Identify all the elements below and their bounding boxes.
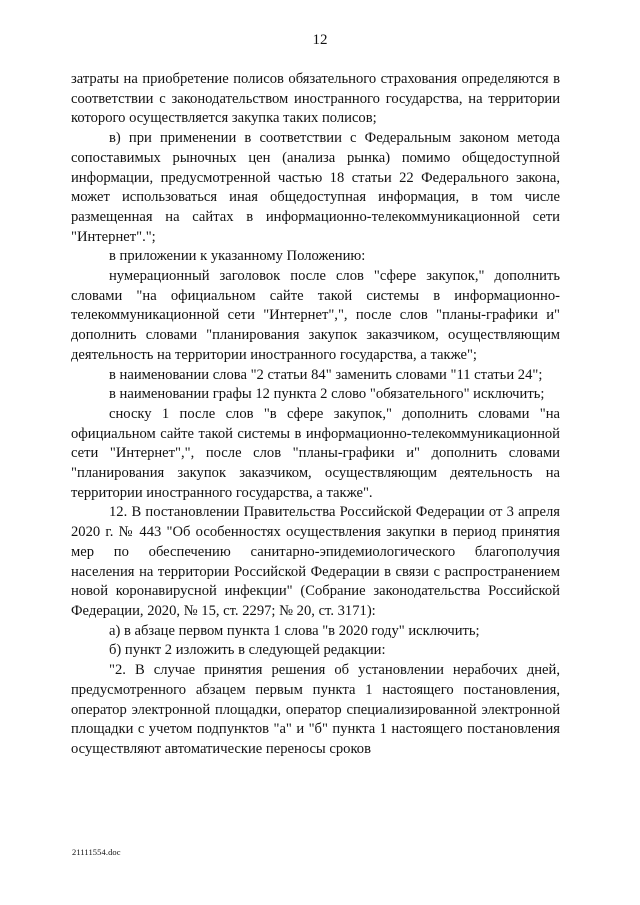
paragraph: нумерационный заголовок после слов "сфере закупок," дополнить словами "на официальном сайте такой системы в информационно-телекоммуникационной сети "Интернет",", после слов "планы-графики и" дополнить словами "планирования закупок заказчиком, осуществляющим деятельность на территории иностранного государства, а также"; [71,268,560,363]
document-body [71,70,560,760]
paragraph: в) при применении в соответствии с Федеральным законом метода сопоставимых рыночных цен (анализа рынка) помимо общедоступной информации, предусмотренной частью 18 статьи 22 Федерального закона, может использоваться иная общедоступная информация, в том числе размещенная на сайтах в информационно-телекоммуникационной сети "Интернет"."; [71,130,560,245]
paragraph: б) пункт 2 изложить в следующей редакции: [109,642,386,659]
paragraph: в наименовании графы 12 пункта 2 слово "обязательного" исключить; [109,386,545,403]
paragraph: затраты на приобретение полисов обязательного страхования определяются в соответствии с законодательством иностранного государства, на территории которого осуществляется закупка таких полисов; [71,71,560,127]
paragraph: "2. В случае принятия решения об установлении нерабочих дней, предусмотренного абзацем первым пункта 1 настоящего постановления, оператор электронной площадки, оператор специализированной электронной площадки с учетом подпунктов "а" и "б" пункта 1 настоящего постановления осуществляют автоматические переносы сроков [71,662,560,757]
paragraph: 12. В постановлении Правительства Российской Федерации от 3 апреля 2020 г. № 443 "Об особенностях осуществления закупки в период принятия мер по обеспечению санитарно-эпидемиологического благополучия населения на территории Российской Федерации в связи с распространением новой коронавирусной инфекции" (Собрание законодательства Российской Федерации, 2020, № 15, ст. 2297; № 20, ст. 3171): [71,504,560,619]
page-number: 12 [312,32,328,48]
paragraph: в наименовании слова "2 статьи 84" заменить словами "11 статьи 24"; [109,366,543,383]
paragraph: а) в абзаце первом пункта 1 слова "в 2020 году" исключить; [109,622,480,639]
paragraph: в приложении к указанному Положению: [109,248,366,265]
footer-file-code: 21111554.doc [72,847,121,857]
paragraph: сноску 1 после слов "в сфере закупок," дополнить словами "на официальном сайте такой системы в информационно-телекоммуникационной сети "Интернет",", после слов "планы-графики и" дополнить словами "планирования закупок заказчиком, осуществляющим деятельность на территории иностранного государства, а также". [71,405,560,501]
